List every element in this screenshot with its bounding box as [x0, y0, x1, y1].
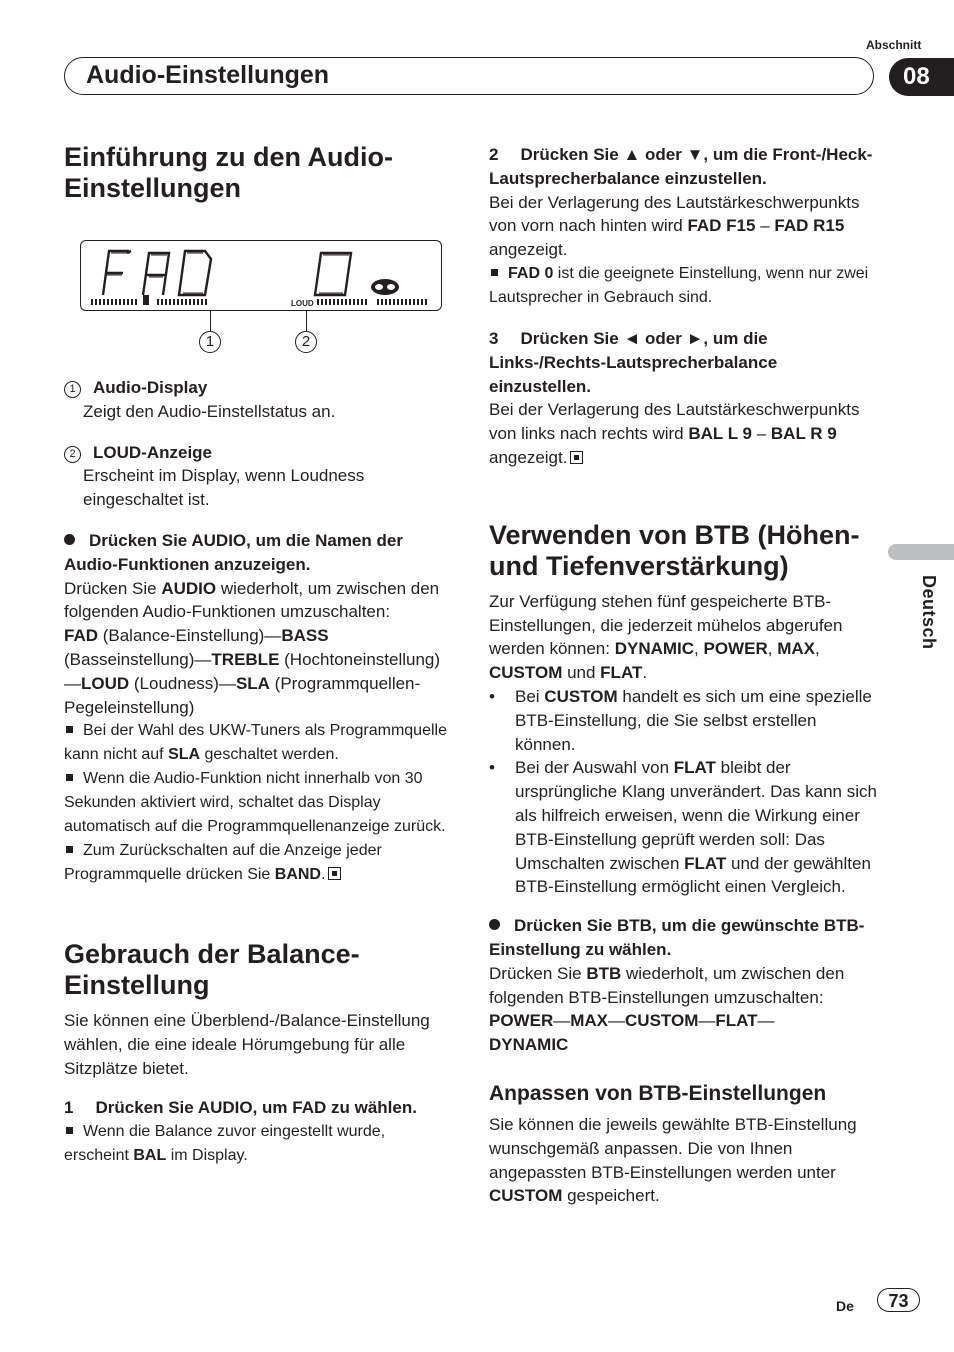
note-square-icon — [66, 726, 73, 733]
lcd-loud-label: LOUD — [291, 299, 314, 308]
heading-custom: Anpassen von BTB-Einstellungen — [489, 1081, 827, 1105]
page-number: 73 — [877, 1288, 920, 1312]
figure-callout-2: 2 — [295, 331, 317, 353]
chapter-badge: 08 — [889, 58, 954, 96]
language-tab-bar — [888, 544, 954, 560]
left-column-body — [64, 376, 452, 1168]
note-square-icon — [491, 269, 498, 276]
legend-num-1: 1 — [64, 381, 81, 398]
legend-title-1: Audio-Display — [93, 378, 208, 397]
legend-title-2: LOUD-Anzeige — [93, 442, 212, 462]
bullet-dot-icon — [64, 534, 75, 545]
end-mark-icon — [328, 867, 341, 880]
note-square-icon — [66, 1127, 73, 1134]
step-3-paragraph: Bei der Verlagerung des Lautstärkeschwerpunkts von links nach rechts wird BAL L 9 – BAL R 9 angezeigt. — [489, 400, 860, 467]
legend-num-2: 2 — [64, 446, 81, 463]
bullet-dot-icon — [489, 919, 500, 930]
end-mark-icon — [570, 451, 583, 464]
footer-language-code: De — [836, 1298, 854, 1314]
audio-functions-list: FAD (Balance-Einstellung)—BASS (Basseinstellung)—TREBLE (Hochtoneinstellung) —LOUD (Loudness)—SLA (Programmquellen-Pegeleinstellung) — [64, 626, 441, 717]
step-1: 1 Drücken Sie AUDIO, um FAD zu wählen. — [64, 1097, 417, 1117]
legend-item-2 — [64, 441, 452, 465]
language-tab-label: Deutsch — [919, 575, 939, 650]
heading-balance: Gebrauch der Balance-Einstellung — [64, 939, 360, 1001]
right-column — [489, 143, 877, 1208]
legend-desc-2: Erscheint im Display, wenn Loudness eingeschaltet ist. — [83, 466, 365, 510]
audio-paragraph: Drücken Sie AUDIO wiederholt, um zwischen den folgenden Audio-Funktionen umzuschalten: — [64, 578, 440, 622]
note-band: Zum Zurückschalten auf die Anzeige jeder Programmquelle drücken Sie BAND. — [64, 842, 382, 884]
left-column — [64, 142, 452, 204]
lcd-display-graphic — [81, 241, 440, 309]
step-2: 2 Drücken Sie ▲ oder ▼, um die Front-/Heck-Lautsprecherbalance einzustellen. — [489, 145, 873, 188]
btb-bullet-title: Drücken Sie BTB, um die gewünschte BTB-Einstellung zu wählen. — [489, 916, 865, 959]
note-fad0: FAD 0 ist die geeignete Einstellung, wenn nur zwei Lautsprecher in Gebrauch sind. — [489, 264, 869, 306]
callout-line-2 — [306, 311, 307, 331]
legend-desc-1: Zeigt den Audio-Einstellstatus an. — [83, 401, 336, 421]
note-square-icon — [66, 846, 73, 853]
legend-item-1 — [64, 376, 452, 400]
note-timeout: Wenn die Audio-Funktion nicht innerhalb von 30 Sekunden aktiviert wird, schaltet das Display automatisch auf die Programmquellenanzeige zurück. — [64, 770, 446, 836]
balance-paragraph: Sie können eine Überblend-/Balance-Einstellung wählen, die eine ideale Hörumgebung für alle Sitzplätze bietet. — [64, 1011, 430, 1078]
page-header-title: Audio-Einstellungen — [86, 61, 330, 89]
step-2-paragraph: Bei der Verlagerung des Lautstärkeschwerpunkts von vorn nach hinten wird FAD F15 – FAD R15 angezeigt. — [489, 192, 860, 260]
callout-line-1 — [210, 311, 211, 331]
btb-symbol-icon — [371, 279, 399, 295]
custom-paragraph: Sie können die jeweils gewählte BTB-Einstellung wunschgemäß anpassen. Die von Ihnen angepassten BTB-Einstellungen werden unter CUSTOM gespeichert. — [489, 1114, 857, 1206]
btb-sequence: POWER—MAX—CUSTOM—FLAT— DYNAMIC — [489, 1011, 775, 1055]
btb-paragraph-2: Drücken Sie BTB wiederholt, um zwischen den folgenden BTB-Einstellungen umzuschalten: — [489, 963, 845, 1007]
figure-callout-1: 1 — [199, 331, 221, 353]
note-bal: Wenn die Balance zuvor eingestellt wurde, erscheint BAL im Display. — [64, 1122, 386, 1164]
list-item-custom: • Bei CUSTOM handelt es sich um eine spezielle BTB-Einstellung, die Sie selbst erstellen können. — [489, 686, 872, 754]
step-3: 3 Drücken Sie ◄ oder ►, um die Links-/Rechts-Lautsprecherbalance einzustellen. — [489, 328, 778, 396]
lcd-display-figure — [80, 240, 442, 311]
heading-intro: Einführung zu den Audio-Einstellungen — [64, 142, 393, 203]
heading-btb: Verwenden von BTB (Höhen- und Tiefenverstärkung) — [489, 519, 860, 581]
section-label: Abschnitt — [866, 38, 922, 52]
btb-paragraph: Zur Verfügung stehen fünf gespeicherte BTB-Einstellungen, die jederzeit mühelos abgerufen werden können: DYNAMIC, POWER, MAX, CUSTOM und FLAT. — [489, 591, 843, 683]
note-ukw: Bei der Wahl des UKW-Tuners als Programmquelle kann nicht auf SLA geschaltet werden. — [64, 722, 447, 764]
list-item-flat: • Bei der Auswahl von FLAT bleibt der ursprüngliche Klang unverändert. Das kann sich als hilfreich erweisen, wenn die Wirkung einer BTB-Einstellung geprüft werden soll: Das Umschalten zwischen FLAT und der gewählten BTB-Einstellung ermöglicht einen Vergleich. — [489, 758, 877, 897]
audio-bullet-title: Drücken Sie AUDIO, um die Namen der Audio-Funktionen anzuzeigen. — [64, 530, 403, 574]
note-square-icon — [66, 774, 73, 781]
